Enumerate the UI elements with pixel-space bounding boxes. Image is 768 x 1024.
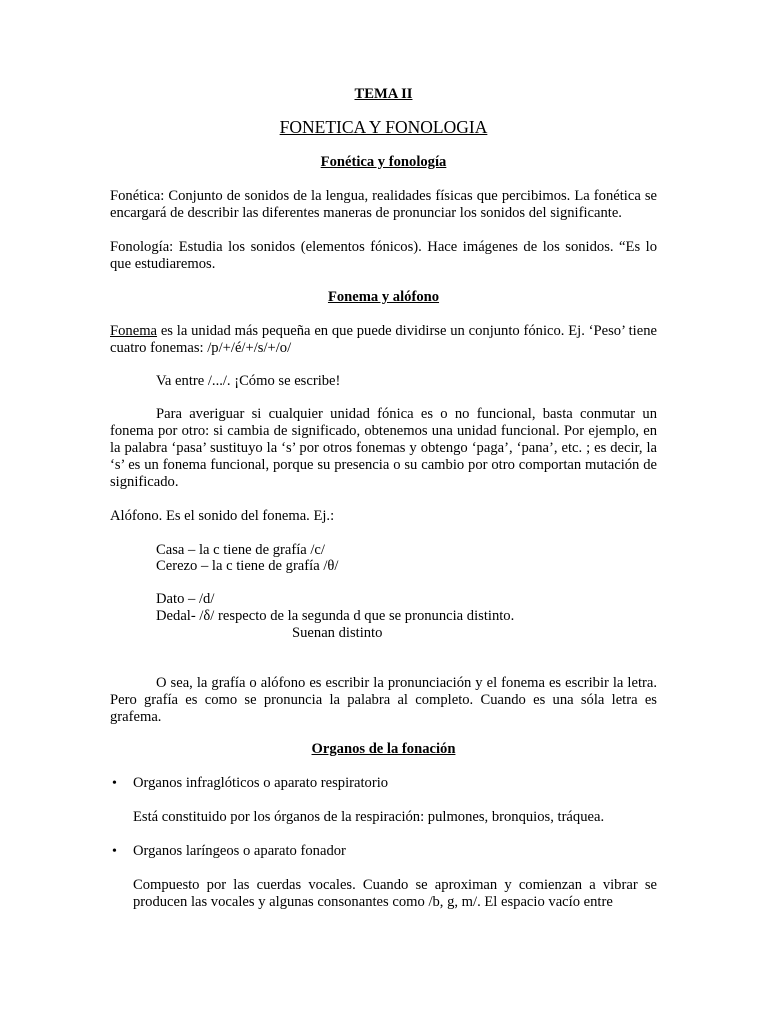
paragraph-fonetica: Fonética: Conjunto de sonidos de la lengua, realidades físicas que percibimos. La fonética se encargará de describir las diferentes maneras de pronunciar los sonidos del significante. (110, 188, 657, 221)
paragraph-infragloticos: Está constituido por los órganos de la respiración: pulmones, bronquios, tráquea. (133, 809, 605, 825)
section-title-fonetica-fonologia: Fonética y fonología (320, 154, 447, 170)
note-suenan-distinto: Suenan distinto (292, 625, 383, 641)
tema-heading: TEMA II (354, 86, 413, 102)
list-item-infragloticos: Organos infraglóticos o aparato respiratorio (133, 775, 389, 791)
list-item-laringeos: Organos laríngeos o aparato fonador (133, 843, 346, 859)
paragraph-alofono: Alófono. Es el sonido del fonema. Ej.: (110, 508, 335, 524)
bullet-icon: • (112, 776, 117, 791)
paragraph-averiguar: Para averiguar si cualquier unidad fónica es o no funcional, basta conmutar un fonema por otro: si cambia de significado, obtenemos una unidad funcional. Por ejemplo, en la palabra ‘pasa’ sustituyo la ‘s’ por otros fonemas y obtengo ‘paga’, ‘pana’, etc. ; es decir, la ‘s’ es un fonema funcional, porque su presencia o su cambio por otro comportan mutación de significado. (110, 406, 657, 490)
example-dato: Dato – /d/ (156, 591, 215, 607)
section-title-organos-fonacion: Organos de la fonación (311, 741, 456, 757)
fonema-term: Fonema (110, 323, 158, 339)
example-casa: Casa – la c tiene de grafía /c/ (156, 542, 325, 558)
example-dedal: Dedal- /δ/ respecto de la segunda d que se pronuncia distinto. (156, 608, 515, 624)
paragraph-laringeos: Compuesto por las cuerdas vocales. Cuando se aproximan y comienzan a vibrar se producen las vocales y algunas consonantes como /b, g, m/. El espacio vacío entre (133, 877, 657, 910)
paragraph-o-sea: O sea, la grafía o alófono es escribir la pronunciación y el fonema es escribir la letra. Pero grafía es como se pronuncia la palabra al completo. Cuando es una sóla letra es grafema. (110, 675, 657, 725)
fonema-definition: es la unidad más pequeña en que puede dividirse un conjunto fónico. Ej. ‘Peso’ tiene cuatro fonemas: /p/+/é/+/s/+/o/ (110, 323, 657, 356)
paragraph-fonologia: Fonología: Estudia los sonidos (elementos fónicos). Hace imágenes de los sonidos. “Es lo que estudiaremos. (110, 239, 657, 272)
document-title: FONETICA Y FONOLOGIA (279, 117, 488, 137)
bullet-icon: • (112, 844, 117, 859)
paragraph-va-entre: Va entre /.../. ¡Cómo se escribe! (156, 373, 341, 389)
paragraph-fonema (110, 323, 657, 357)
example-cerezo: Cerezo – la c tiene de grafía /θ/ (156, 558, 339, 574)
section-title-fonema-alofono: Fonema y alófono (327, 289, 440, 305)
